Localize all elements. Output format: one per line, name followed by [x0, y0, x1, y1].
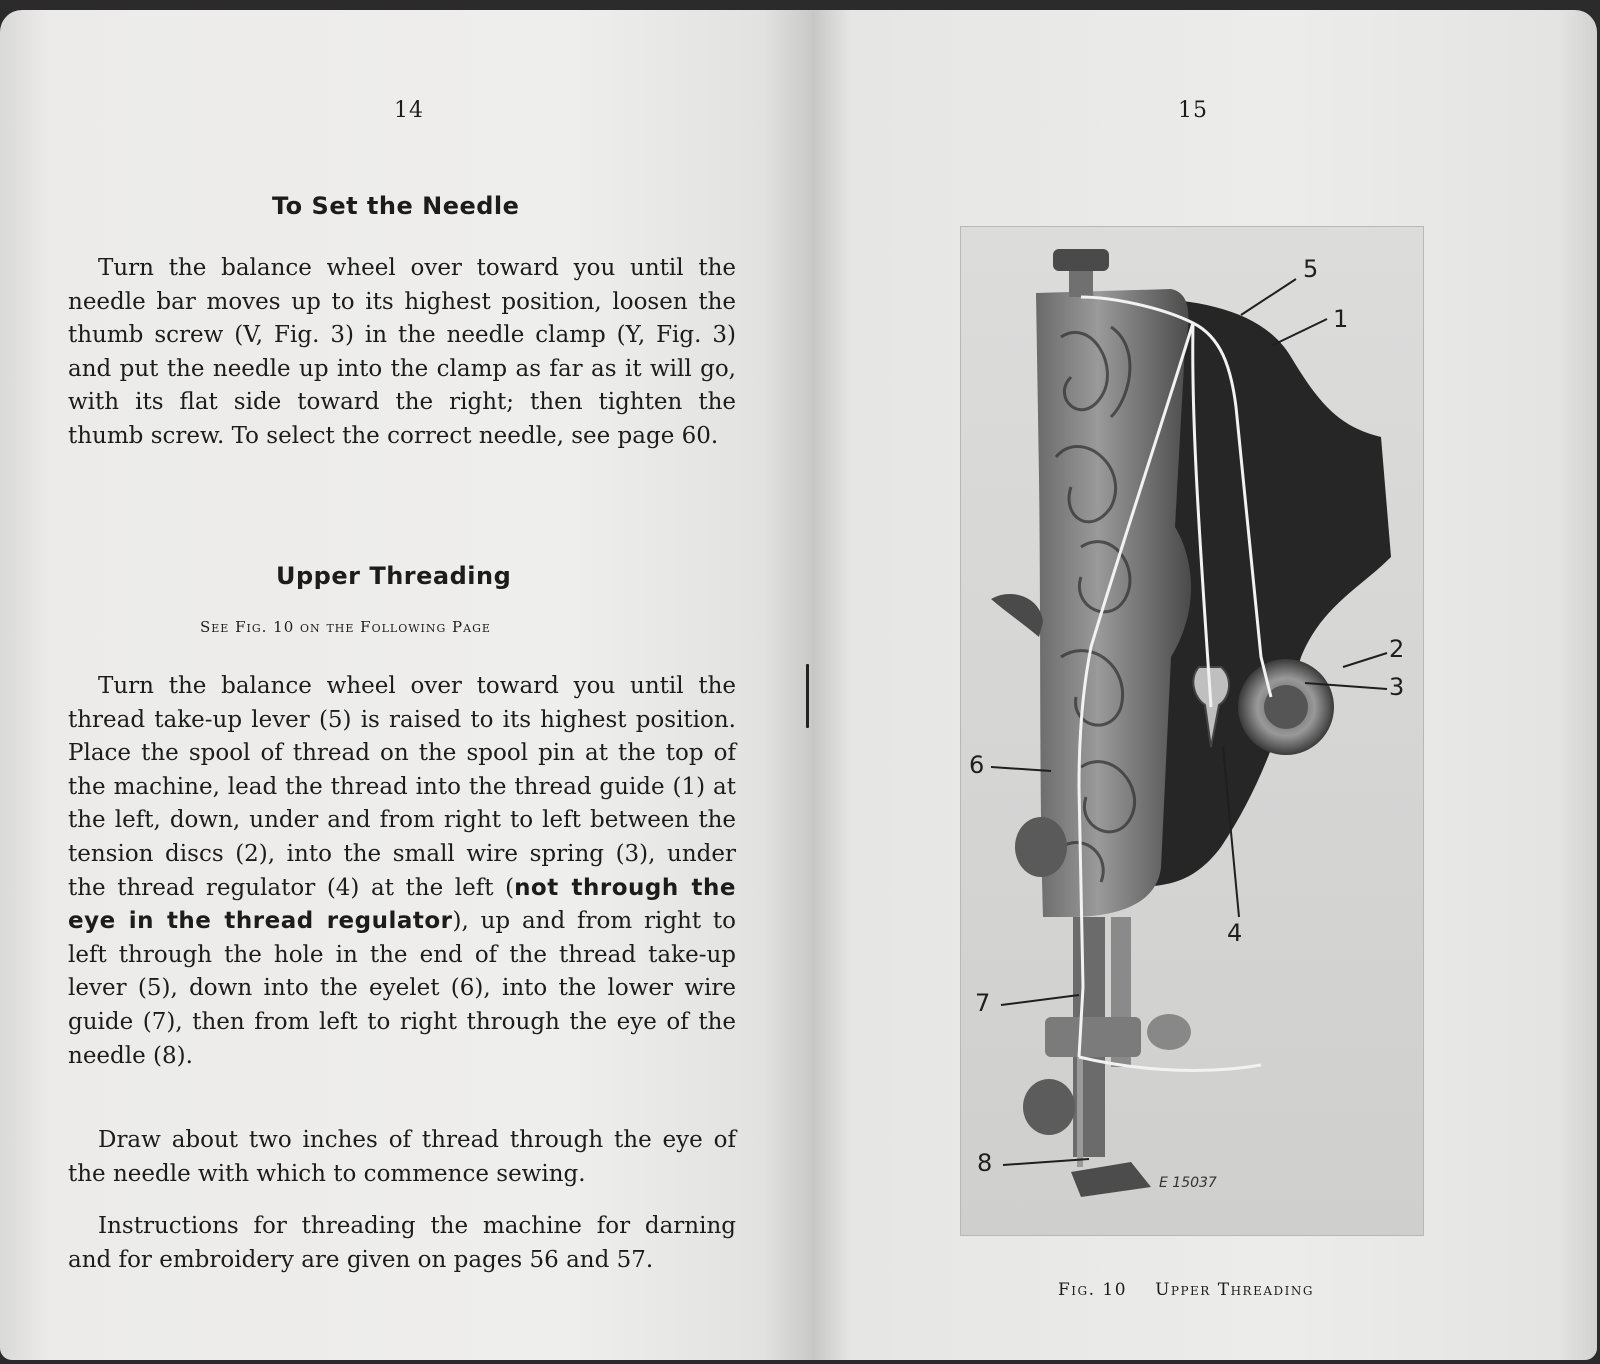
callout-4: 4 — [1227, 919, 1243, 947]
right-page — [812, 10, 1597, 1360]
presser-foot — [1071, 1162, 1151, 1197]
callout-6: 6 — [969, 751, 985, 779]
gutter-mark — [806, 664, 809, 728]
draw-thread-text: Draw about two inches of thread through the eye of the needle with which to commence sewing. — [68, 1127, 736, 1187]
draw-thread-paragraph — [68, 1124, 736, 1191]
plate-mark: E 15037 — [1159, 1175, 1217, 1191]
left-page-number: 14 — [394, 98, 424, 123]
clamp-thumb-screw — [1147, 1014, 1191, 1050]
darning-instructions-paragraph — [68, 1210, 736, 1277]
darning-instructions-text: Instructions for threading the machine for darning and for embroidery are given on pages 56 and 57. — [68, 1213, 736, 1273]
figure-caption — [1058, 1280, 1342, 1300]
callout-5: 5 — [1303, 255, 1319, 283]
set-needle-text: Turn the balance wheel over toward you until the needle bar moves up to its highest position, loosen the thumb screw (V, Fig. 3) in the needle clamp (Y, Fig. 3) and put the needle up into the clamp as far as it will go, with its flat side toward the right; then tighten the thumb screw. To select the correct needle, see page 60. — [68, 255, 736, 449]
upper-threading-paragraph — [68, 670, 736, 1073]
set-needle-paragraph — [68, 252, 736, 454]
spool-pin — [1069, 271, 1093, 297]
right-page-number: 15 — [1178, 98, 1208, 123]
figure-caption-title: Upper Threading — [1155, 1280, 1314, 1300]
presser-foot-screw — [1023, 1079, 1075, 1135]
upper-threading-subheading: See Fig. 10 on the Following Page — [200, 618, 491, 636]
upper-threading-text-2: ), up and from right to left through the hole in the end of the thread take-up lever (5), down into the eyelet (6), into the lower wire guide (7), then from left to right through the eye of the needle (8). — [68, 908, 736, 1069]
face-plate-knob — [1015, 817, 1067, 877]
presser-lever — [991, 594, 1043, 637]
upper-threading-text-1: Turn the balance wheel over toward you until the thread take-up lever (5) is raised to its highest position. Place the spool of thread on the spool pin at the top of the machine, lead the thread into the thread guide (1) at the left, down, under and from right to left between the tension discs (2), into the small wire spring (3), under the thread regulator (4) at the left ( — [68, 673, 736, 901]
needle — [1077, 1057, 1083, 1167]
needle-clamp — [1045, 1017, 1141, 1057]
spool-pin-cap — [1053, 249, 1109, 271]
callout-1: 1 — [1333, 305, 1349, 333]
callout-2: 2 — [1389, 635, 1405, 663]
set-needle-heading: To Set the Needle — [272, 192, 520, 220]
upper-threading-bold: not through the eye in the thread regulator — [68, 874, 736, 935]
sewing-machine-head-drawing — [961, 227, 1423, 1235]
left-page — [0, 10, 812, 1360]
figure-10-illustration — [960, 226, 1424, 1236]
callout-7: 7 — [975, 989, 991, 1017]
callout-3: 3 — [1389, 673, 1405, 701]
upper-threading-heading: Upper Threading — [276, 562, 512, 590]
callout-8: 8 — [977, 1149, 993, 1177]
figure-caption-number: Fig. 10 — [1058, 1280, 1128, 1300]
